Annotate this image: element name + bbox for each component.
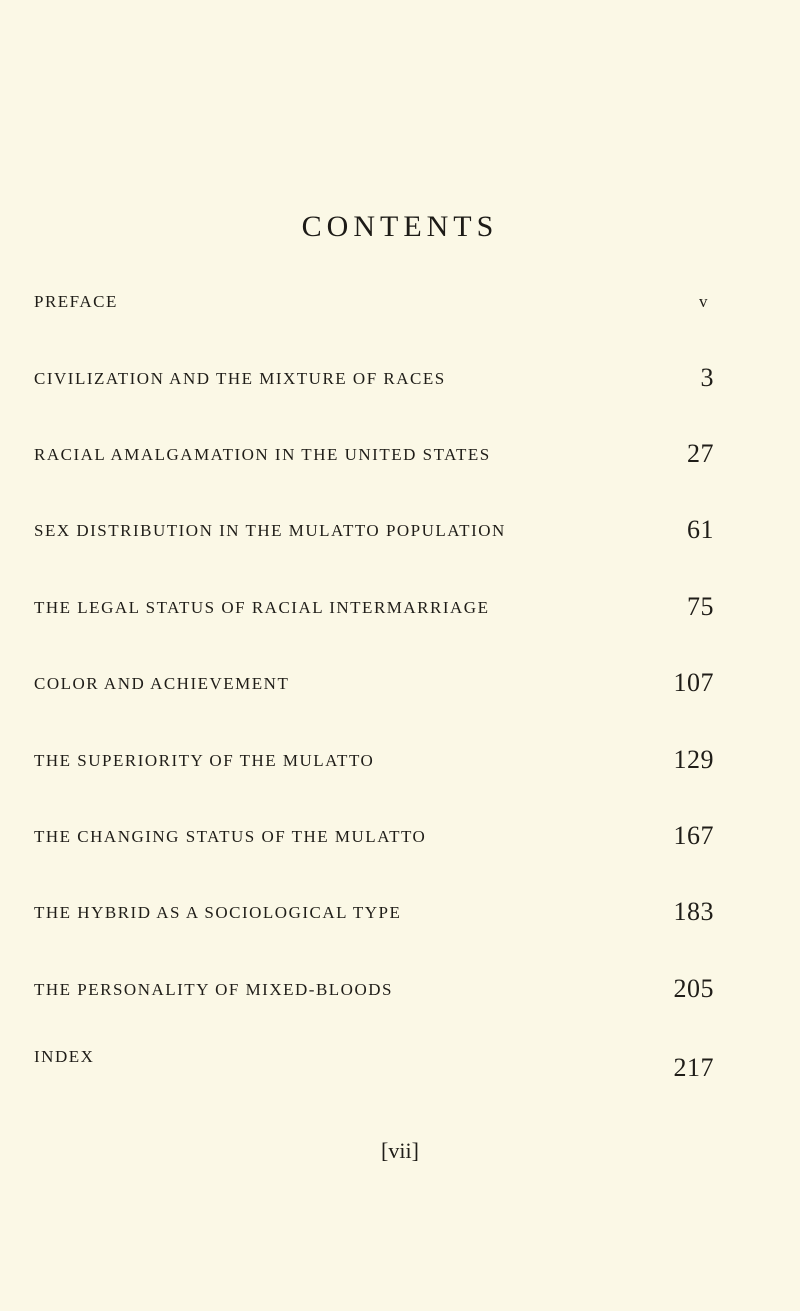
toc-entry-page: 107 <box>673 668 714 697</box>
toc-entry-title: COLOR AND ACHIEVEMENT <box>34 674 290 693</box>
toc-entry <box>34 662 714 698</box>
toc-entry-page: 3 <box>700 363 714 392</box>
toc-entry-page: v <box>699 292 708 311</box>
toc-entry-page: 205 <box>673 974 714 1003</box>
toc-entry-title: RACIAL AMALGAMATION IN THE UNITED STATES <box>34 445 491 464</box>
toc-entry-title: CIVILIZATION AND THE MIXTURE OF RACES <box>34 369 446 388</box>
toc-entry <box>34 891 714 927</box>
toc-entry-title: SEX DISTRIBUTION IN THE MULATTO POPULATION <box>34 521 506 540</box>
toc-entry-page: 129 <box>673 745 714 774</box>
toc-entry-page: 61 <box>687 515 714 544</box>
contents-title: CONTENTS <box>301 210 499 243</box>
toc-entry-title: INDEX <box>34 1047 95 1066</box>
toc-entry-title: THE HYBRID AS A SOCIOLOGICAL TYPE <box>34 903 402 922</box>
toc-entry <box>34 739 714 775</box>
toc-entry <box>34 968 714 1004</box>
toc-entry <box>34 357 714 393</box>
toc-entry-page: 75 <box>687 592 714 621</box>
toc-entry-page: 27 <box>687 439 714 468</box>
toc-entry-title: THE LEGAL STATUS OF RACIAL INTERMARRIAGE <box>34 598 490 617</box>
toc-entry-title: THE SUPERIORITY OF THE MULATTO <box>34 751 375 770</box>
toc-entry <box>34 280 714 316</box>
toc-entry <box>34 433 714 469</box>
toc-entry-title: PREFACE <box>34 292 118 311</box>
toc-entry-page: 183 <box>673 897 714 926</box>
page-number: [vii] <box>381 1138 419 1163</box>
toc-entry <box>34 509 714 545</box>
toc-entry-page: 217 <box>673 1053 714 1082</box>
toc-entry <box>34 586 714 622</box>
toc-entry-page: 167 <box>673 821 714 850</box>
toc-entry-title: THE PERSONALITY OF MIXED-BLOODS <box>34 980 393 999</box>
toc-entry <box>34 1047 714 1083</box>
toc-entry <box>34 815 714 851</box>
toc-entry-title: THE CHANGING STATUS OF THE MULATTO <box>34 827 427 846</box>
